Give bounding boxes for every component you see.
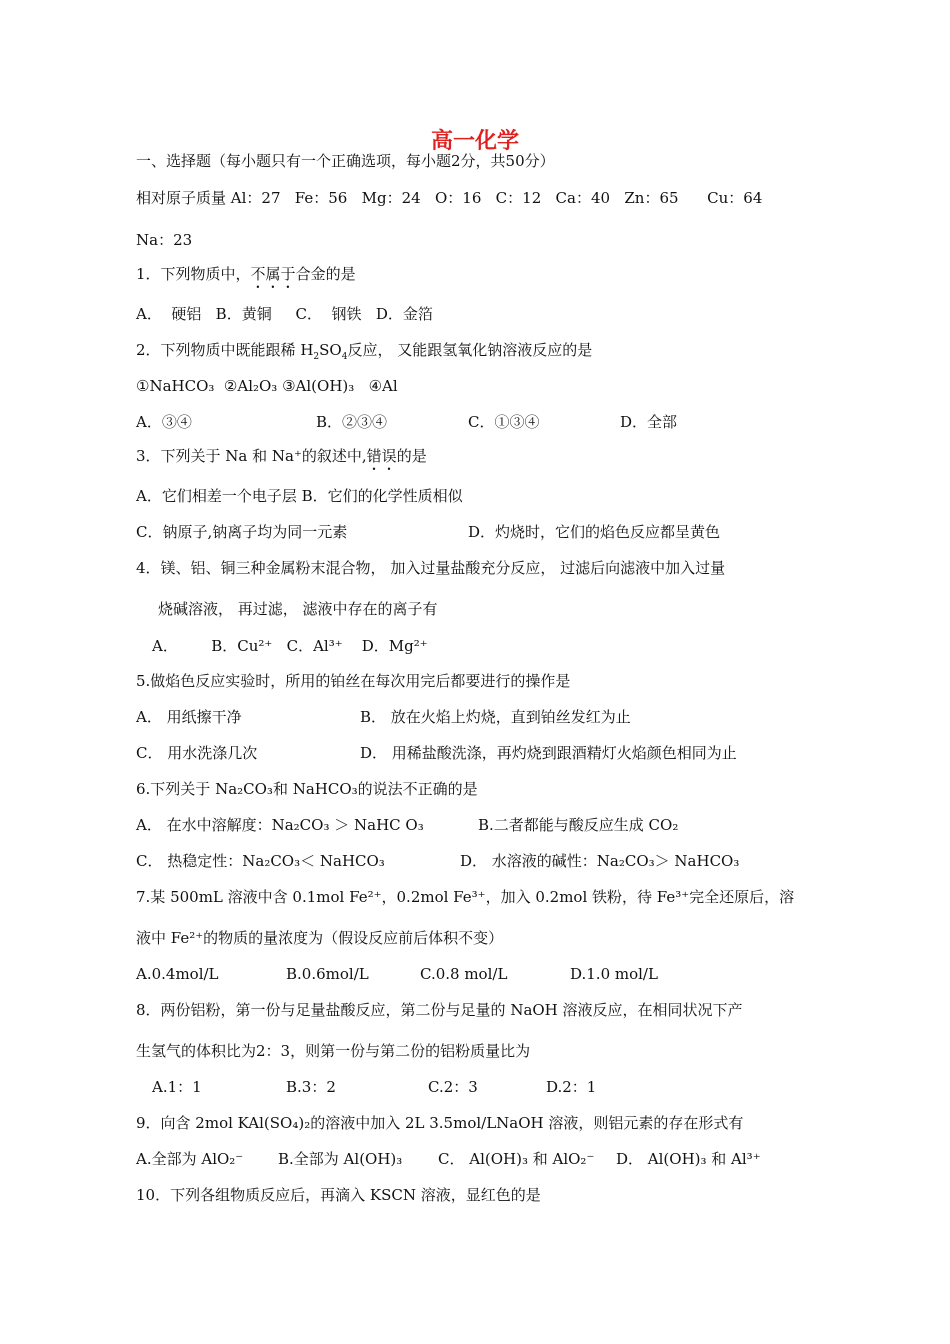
question-4-stem-line2: 烧碱溶液， 再过滤， 滤液中存在的离子有 — [158, 600, 438, 618]
question-5-option-b: B． 放在火焰上灼烧，直到铂丝发红为止 — [360, 708, 631, 726]
question-9-option-b: B.全部为 Al(OH)₃ — [278, 1150, 403, 1168]
atomic-masses-line1: 相对原子质量 Al：27 Fe：56 Mg：24 O：16 C：12 Ca：40 Zn：65 Cu：64 — [136, 189, 763, 207]
question-3-option-d: D．灼烧时，它们的焰色反应都呈黄色 — [468, 523, 721, 541]
question-8-option-d: D.2：1 — [546, 1078, 597, 1096]
question-8-stem-line1: 8．两份铝粉，第一份与足量盐酸反应，第二份与足量的 NaOH 溶液反应，在相同状况下产 — [136, 1001, 743, 1019]
question-2-items: ①NaHCO₃ ②Al₂O₃ ③Al(OH)₃ ④Al — [136, 377, 398, 395]
atomic-masses-line2: Na：23 — [136, 231, 193, 249]
question-9-option-a: A.全部为 AlO₂⁻ — [136, 1150, 244, 1168]
question-3-options-ab: A．它们相差一个电子层 B．它们的化学性质相似 — [136, 487, 463, 505]
question-1-stem: 1．下列物质中，不属于合金的是 — [136, 265, 356, 283]
emphasis-text: 错误 — [366, 447, 397, 465]
question-8-option-a: A.1：1 — [152, 1078, 202, 1096]
question-2-option-b: B．②③④ — [316, 413, 388, 431]
question-3-option-c: C．钠原子,钠离子均为同一元素 — [136, 523, 348, 541]
question-7-stem-line1: 7.某 500mL 溶液中含 0.1mol Fe²⁺，0.2mol Fe³⁺，加入 0.2mol 铁粉，待 Fe³⁺完全还原后，溶 — [136, 888, 795, 906]
question-8-option-b: B.3：2 — [286, 1078, 336, 1096]
question-10-stem: 10．下列各组物质反应后，再滴入 KSCN 溶液，显红色的是 — [136, 1186, 541, 1204]
question-2-stem: 2．下列物质中既能跟稀 $H_2SO_4$反应， 又能跟氢氧化钠溶液反应的是 — [136, 341, 593, 362]
emphasis-text: 不属于 — [250, 265, 296, 283]
section-heading: 一、选择题（每小题只有一个正确选项，每小题2分，共50分） — [136, 152, 555, 170]
question-4-options: A． B．Cu²⁺ C．Al³⁺ D．Mg²⁺ — [152, 637, 428, 655]
question-7-stem-line2: 液中 Fe²⁺的物质的量浓度为（假设反应前后体积不变） — [136, 929, 504, 947]
question-7-option-b: B.0.6mol/L — [286, 965, 369, 983]
question-6-option-c: C． 热稳定性：Na₂CO₃＜ NaHCO₃ — [136, 852, 385, 870]
question-6-stem: 6.下列关于 Na₂CO₃和 NaHCO₃的说法不正确的是 — [136, 780, 478, 798]
question-3-stem: 3．下列关于 Na 和 Na⁺的叙述中,错误的是 — [136, 447, 427, 465]
question-7-option-d: D.1.0 mol/L — [570, 965, 658, 983]
question-1-options: A． 硬铝 B．黄铜 C． 钢铁 D．金箔 — [136, 305, 433, 323]
page-title: 高一化学 — [430, 129, 519, 154]
question-7-option-a: A.0.4mol/L — [136, 965, 219, 983]
question-6-option-a: A． 在水中溶解度：Na₂CO₃ ＞ NaHC O₃ — [136, 816, 424, 834]
question-7-option-c: C.0.8 mol/L — [420, 965, 508, 983]
question-9-stem: 9．向含 2mol KAl(SO₄)₂的溶液中加入 2L 3.5mol/LNaOH 溶液，则铝元素的存在形式有 — [136, 1114, 744, 1132]
question-9-option-d: D． Al(OH)₃ 和 Al³⁺ — [616, 1150, 761, 1168]
question-8-option-c: C.2：3 — [428, 1078, 478, 1096]
question-5-option-d: D． 用稀盐酸洗涤，再灼烧到跟酒精灯火焰颜色相同为止 — [360, 744, 737, 762]
question-5-option-c: C． 用水洗涤几次 — [136, 744, 258, 762]
question-5-option-a: A． 用纸擦干净 — [136, 708, 242, 726]
question-2-option-c: C．①③④ — [468, 413, 540, 431]
question-6-option-b: B.二者都能与酸反应生成 CO₂ — [478, 816, 679, 834]
question-5-stem: 5.做焰色反应实验时，所用的铂丝在每次用完后都要进行的操作是 — [136, 672, 571, 690]
question-4-stem-line1: 4．镁、铝、铜三种金属粉末混合物， 加入过量盐酸充分反应， 过滤后向滤液中加入过量 — [136, 559, 726, 577]
question-9-option-c: C． Al(OH)₃ 和 AlO₂⁻ — [438, 1150, 595, 1168]
question-2-option-a: A．③④ — [136, 413, 192, 431]
question-8-stem-line2: 生氢气的体积比为2：3，则第一份与第二份的铝粉质量比为 — [136, 1042, 531, 1060]
question-2-option-d: D．全部 — [620, 413, 678, 431]
question-6-option-d: D． 水溶液的碱性：Na₂CO₃＞ NaHCO₃ — [460, 852, 740, 870]
